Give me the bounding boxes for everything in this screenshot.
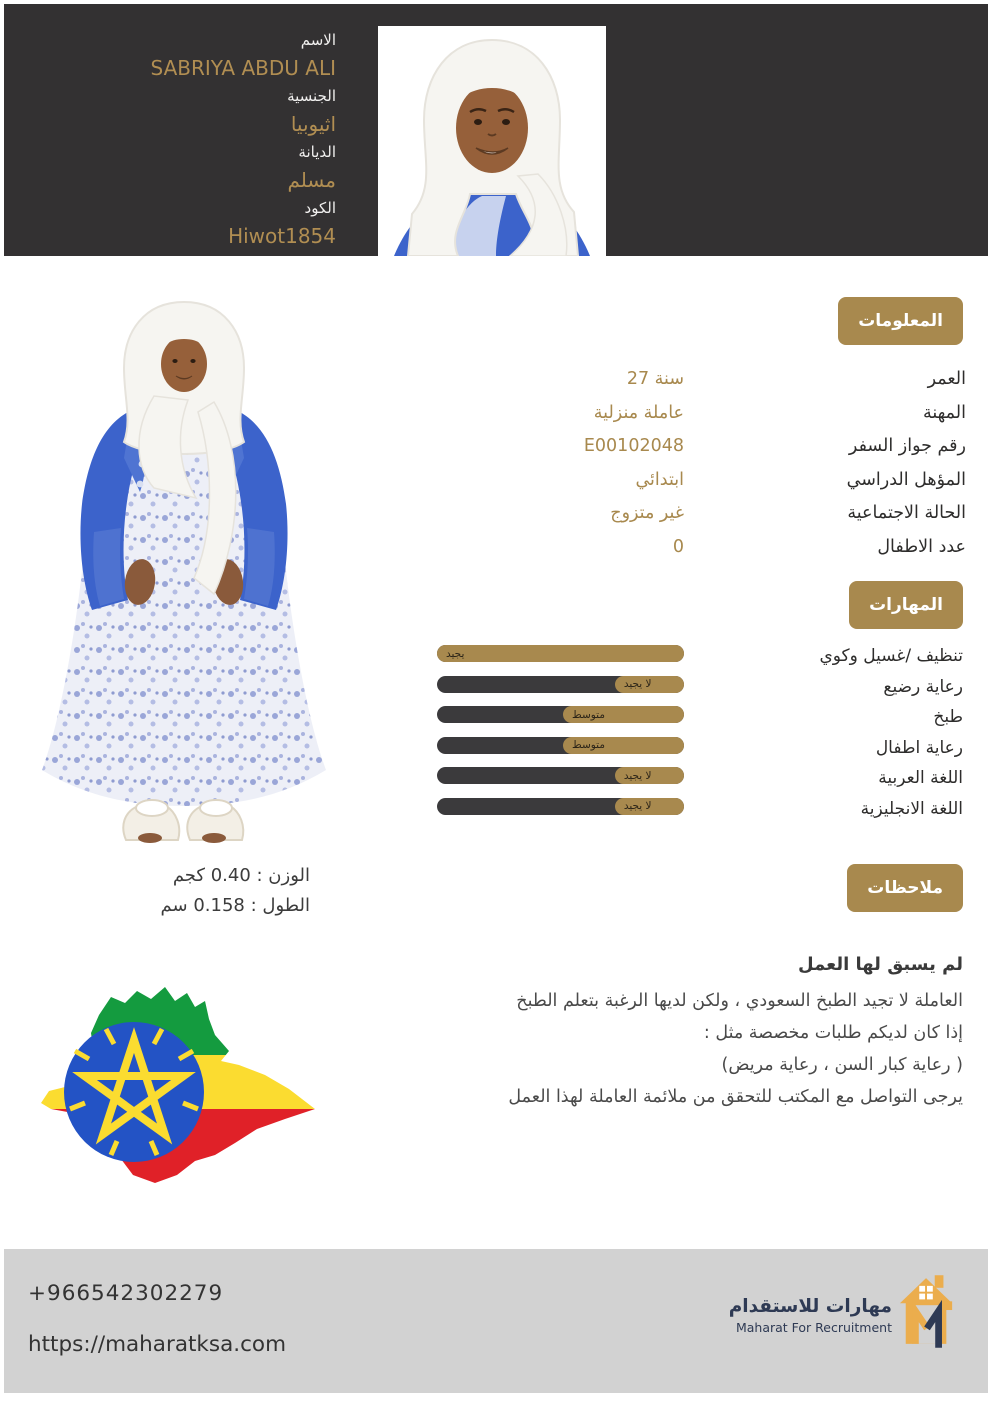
skill-label: رعاية رضيع <box>883 676 963 697</box>
ethiopia-flag-map-icon <box>33 963 325 1201</box>
notes-body <box>403 985 963 1113</box>
maharat-house-m-logo-icon <box>898 1271 956 1351</box>
brand-logo <box>729 1271 956 1351</box>
skill-label: اللغة الانجليزية <box>860 798 963 819</box>
skill-level-label: لا يجيد <box>623 800 652 812</box>
info-label: عدد الاطفال <box>877 536 966 557</box>
code-value: Hiwot1854 <box>228 224 336 248</box>
portrait-photo <box>378 26 606 256</box>
skill-level-label: متوسط <box>571 708 605 721</box>
info-label: رقم جواز السفر <box>848 436 966 456</box>
website-link[interactable]: https://maharatksa.com <box>28 1332 287 1357</box>
info-value: عاملة منزلية <box>593 402 684 423</box>
code-label: الكود <box>304 199 336 217</box>
info-label: المؤهل الدراسي <box>846 469 966 490</box>
info-label: الحالة الاجتماعية <box>847 503 966 523</box>
section-title-info: المعلومات <box>838 297 963 345</box>
religion-label: الديانة <box>298 143 336 161</box>
skill-level-label: لا يجيد <box>623 678 652 690</box>
info-label: المهنة <box>922 402 966 423</box>
skill-bar <box>437 645 684 662</box>
header-banner <box>4 4 988 256</box>
skill-bar <box>437 676 684 693</box>
notes-line: إذا كان لديكم طلبات مخصصة مثل : <box>703 1023 963 1043</box>
notes-line: ( رعاية كبار السن ، رعاية مريض) <box>721 1055 963 1075</box>
skill-bar-fill <box>563 737 684 754</box>
religion-value: مسلم <box>287 168 336 192</box>
name-value: SABRIYA ABDU ALI <box>150 56 336 80</box>
skill-label: اللغة العربية <box>878 768 963 788</box>
skill-level-label: لا يجيد <box>623 769 652 782</box>
full-body-photo <box>28 292 340 854</box>
footer <box>4 1249 988 1393</box>
brand-name-english: Maharat For Recruitment <box>735 1320 892 1335</box>
height-text: الطول : 0.158 سم <box>160 895 310 916</box>
nationality-value: اثيوبيا <box>290 112 336 136</box>
skills-labels-column <box>819 641 963 824</box>
skill-bar-fill <box>615 767 684 784</box>
name-label: الاسم <box>300 31 336 49</box>
nationality-label: الجنسية <box>287 87 336 105</box>
info-value: 0 <box>672 536 684 557</box>
weight-text: الوزن : 0.40 كجم <box>172 865 310 886</box>
brand-name-arabic: مهارات للاستقدام <box>728 1296 892 1317</box>
skills-bars-column <box>437 645 684 828</box>
info-value: E00102048 <box>583 436 684 456</box>
skill-label: رعاية اطفال <box>875 737 963 758</box>
skill-bar <box>437 737 684 754</box>
skill-bar-fill <box>437 645 684 662</box>
skill-bar <box>437 767 684 784</box>
section-title-skills: المهارات <box>849 581 963 629</box>
info-value: ابتدائي <box>635 469 684 490</box>
info-value: 27 سنة <box>626 369 684 389</box>
section-title-notes: ملاحظات <box>847 864 963 912</box>
info-label: العمر <box>927 369 966 389</box>
brand-text <box>729 1295 892 1337</box>
skill-label: تنظيف /غسيل وكوي <box>819 646 963 666</box>
skill-level-label: متوسط <box>571 739 605 751</box>
notes-heading: لم يسبق لها العمل <box>798 954 963 975</box>
skill-bar <box>437 706 684 723</box>
header-fields <box>44 28 336 252</box>
skill-bar-fill <box>615 798 684 815</box>
notes-line: العاملة لا تجيد الطبخ السعودي ، ولكن لديها الرغبة بتعلم الطبخ <box>516 991 963 1011</box>
skill-bar <box>437 798 684 815</box>
info-value: غير متزوج <box>610 503 684 523</box>
skill-label: طبخ <box>933 707 963 727</box>
skill-bar-fill <box>563 706 684 723</box>
phone-number: +966542302279 <box>28 1281 224 1306</box>
notes-line: يرجى التواصل مع المكتب للتحقق من ملائمة العاملة لهذا العمل <box>508 1087 963 1107</box>
skill-level-label: يجيد <box>446 647 465 660</box>
info-values-column <box>584 363 684 564</box>
info-labels-column <box>847 363 966 564</box>
skill-bar-fill <box>615 676 684 693</box>
measurements <box>161 861 310 921</box>
